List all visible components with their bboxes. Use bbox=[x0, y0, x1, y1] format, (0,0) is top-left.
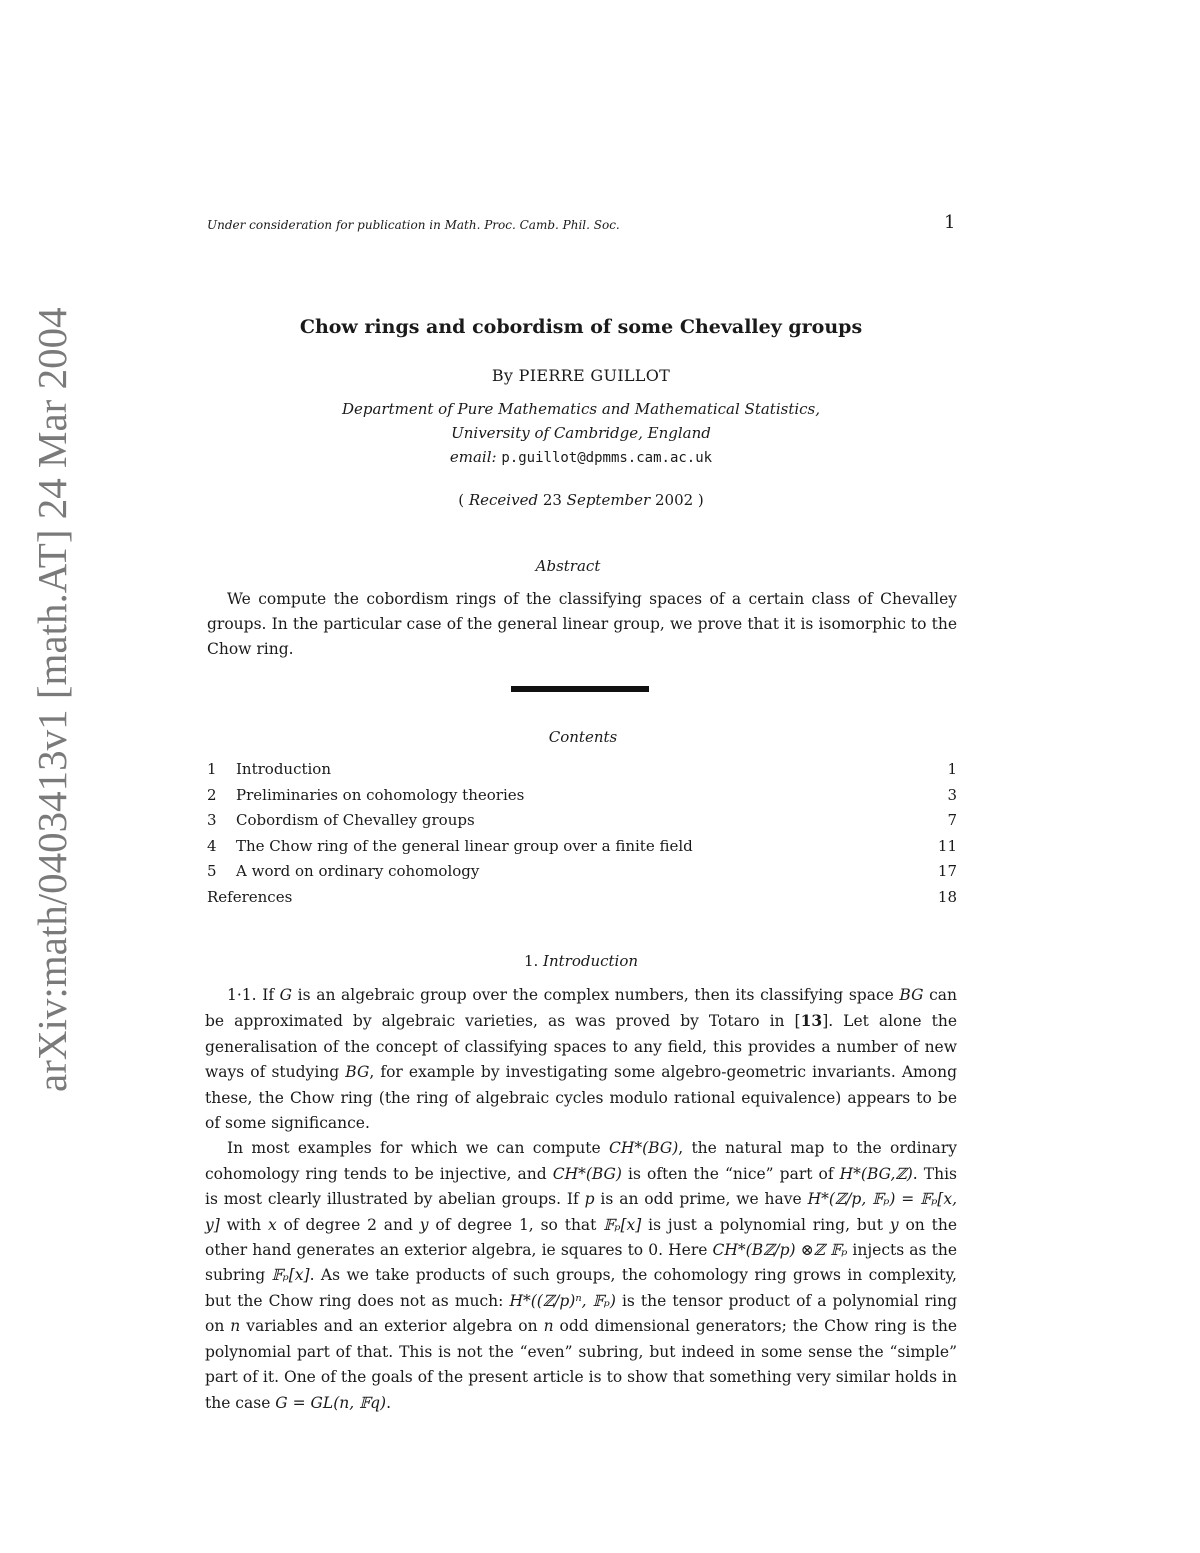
math-inline: H*(BG,ℤ) bbox=[839, 1164, 913, 1183]
toc-page: 11 bbox=[937, 836, 957, 855]
text-run: . This is most clearly illustrated by abelian groups. If bbox=[205, 1164, 957, 1209]
text-run: , the natural map to the ordinary cohomology ring tends to be injective, and bbox=[205, 1139, 957, 1183]
math-inline: H*((ℤ/p)ⁿ, 𝔽ₚ) bbox=[509, 1291, 616, 1310]
text-run: is just a polynomial ring, but bbox=[641, 1215, 890, 1234]
text-run: injects as the subring bbox=[205, 1241, 957, 1285]
text-run: odd dimensional generators; the Chow ring is the polynomial part of that. This is not the “even” subring, but indeed in some sense the “simple” part of it. One of the goals of the present article is to show that something very similar holds in the case bbox=[205, 1317, 957, 1412]
text-run: is an algebraic group over the complex numbers, then its classifying space bbox=[292, 986, 900, 1004]
author-line bbox=[0, 366, 1162, 385]
math-inline: G bbox=[279, 986, 293, 1004]
math-inline: n bbox=[543, 1317, 554, 1336]
text-run: with bbox=[219, 1215, 268, 1234]
math-inline: y bbox=[889, 1215, 899, 1234]
email-label: email: bbox=[449, 448, 497, 466]
toc-title: Preliminaries on cohomology theories bbox=[236, 785, 525, 804]
toc-page: 3 bbox=[947, 785, 957, 804]
toc-entry[interactable] bbox=[207, 859, 957, 885]
toc-page: 18 bbox=[937, 887, 957, 906]
received-year: 2002 ) bbox=[650, 491, 704, 509]
text-run: of degree 2 and bbox=[276, 1215, 420, 1234]
text-run: . bbox=[386, 1393, 391, 1412]
text-run: can be approximated by algebraic varieties, as was proved by Totaro in [ bbox=[205, 986, 958, 1031]
math-inline: CH*(BG) bbox=[608, 1139, 679, 1158]
author-name: PIERRE GUILLOT bbox=[518, 366, 671, 385]
text-run: of degree 1, so that bbox=[428, 1215, 604, 1234]
received-date bbox=[0, 491, 1162, 509]
text-run: is the tensor product of a polynomial ring on bbox=[205, 1291, 957, 1336]
toc-title: References bbox=[207, 887, 293, 906]
toc-page: 1 bbox=[947, 760, 957, 778]
toc-title: A word on ordinary cohomology bbox=[236, 862, 480, 880]
math-inline: BG bbox=[899, 986, 924, 1004]
toc-entry[interactable] bbox=[207, 808, 957, 834]
toc-entry[interactable] bbox=[207, 834, 957, 860]
page-number: 1 bbox=[944, 212, 956, 233]
paragraph-label: 1·1. bbox=[227, 986, 257, 1004]
toc-title: Introduction bbox=[236, 760, 331, 778]
email-line bbox=[0, 448, 1162, 466]
body-text bbox=[205, 983, 957, 1416]
section-divider bbox=[511, 686, 649, 692]
toc-page: 17 bbox=[937, 862, 957, 880]
toc-title: Cobordism of Chevalley groups bbox=[236, 811, 475, 829]
toc-title: The Chow ring of the general linear group over a finite field bbox=[236, 836, 693, 855]
email-address: p.guillot@dpmms.cam.ac.uk bbox=[501, 450, 713, 466]
text-run: . As we take products of such groups, the cohomology ring grows in complexity, but the Chow ring does not as much: bbox=[205, 1266, 957, 1310]
text-run: on the other hand generates an exterior algebra, ie squares to 0. Here bbox=[205, 1215, 957, 1260]
toc-entry-references[interactable] bbox=[207, 885, 957, 911]
author-by: By bbox=[491, 366, 514, 385]
abstract-heading: Abstract bbox=[535, 557, 601, 575]
table-of-contents bbox=[207, 757, 957, 910]
text-run: is an odd prime, we have bbox=[594, 1190, 808, 1209]
section-title: Introduction bbox=[543, 952, 639, 970]
toc-number: 5 bbox=[207, 862, 217, 880]
toc-number: 4 bbox=[207, 836, 217, 855]
math-inline: BG bbox=[345, 1063, 370, 1082]
math-inline: G = GL(n, 𝔽q) bbox=[275, 1393, 387, 1412]
paragraph-1-1 bbox=[205, 983, 957, 1136]
text-run: ]. Let alone the generalisation of the concept of classifying spaces to any field, this provides a number of new ways of studying bbox=[205, 1012, 957, 1082]
toc-entry[interactable] bbox=[207, 783, 957, 809]
text-run: , for example by investigating some algebro-geometric invariants. Among these, the Chow ring (the ring of algebraic cycles modulo rational equivalence) appears to be of some significance. bbox=[205, 1063, 957, 1133]
toc-number: 3 bbox=[207, 811, 217, 829]
received-day: 23 bbox=[538, 491, 567, 509]
toc-number: 1 bbox=[207, 760, 217, 778]
contents-heading: Contents bbox=[548, 728, 618, 746]
math-inline: 𝔽ₚ[x] bbox=[603, 1215, 642, 1234]
citation-link[interactable]: 13 bbox=[800, 1011, 823, 1031]
math-inline: H*(ℤ/p, 𝔽ₚ) = 𝔽ₚ[x, y] bbox=[205, 1190, 958, 1234]
math-inline: p bbox=[584, 1190, 595, 1209]
toc-number: 2 bbox=[207, 785, 217, 804]
math-inline: CH*(Bℤ/p) ⊗ℤ 𝔽ₚ bbox=[712, 1241, 848, 1260]
arxiv-identifier-stamp: arXiv:math/0403413v1 [math.AT] 24 Mar 2004 bbox=[29, 307, 75, 1092]
abstract-text: We compute the cobordism rings of the classifying spaces of a certain class of Chevalley groups. In the particular case of the general linear group, we prove that it is isomorphic to the Chow ring. bbox=[207, 590, 957, 658]
toc-page: 7 bbox=[947, 811, 957, 829]
math-inline: n bbox=[230, 1317, 241, 1336]
toc-entry[interactable] bbox=[207, 757, 957, 783]
affiliation-university: University of Cambridge, England bbox=[451, 424, 711, 442]
received-month: September bbox=[566, 491, 651, 509]
paragraph-2 bbox=[205, 1136, 957, 1415]
text-run: In most examples for which we can compute bbox=[227, 1139, 609, 1158]
paper-title: Chow rings and cobordism of some Chevalley groups bbox=[299, 316, 863, 338]
math-inline: 𝔽ₚ[x] bbox=[271, 1266, 310, 1285]
affiliation-department: Department of Pure Mathematics and Mathematical Statistics, bbox=[341, 400, 821, 418]
text-run: If bbox=[256, 986, 280, 1004]
section-number: 1. bbox=[523, 952, 539, 970]
text-run: variables and an exterior algebra on bbox=[240, 1317, 544, 1336]
section-heading bbox=[0, 952, 1162, 970]
math-inline: y bbox=[419, 1215, 429, 1234]
text-run: is often the “nice” part of bbox=[621, 1164, 840, 1183]
math-inline: x bbox=[267, 1215, 277, 1234]
received-label: Received bbox=[468, 491, 539, 509]
math-inline: CH*(BG) bbox=[552, 1164, 622, 1183]
received-open: ( bbox=[458, 491, 469, 509]
running-head: Under consideration for publication in Math. Proc. Camb. Phil. Soc. bbox=[207, 218, 620, 232]
